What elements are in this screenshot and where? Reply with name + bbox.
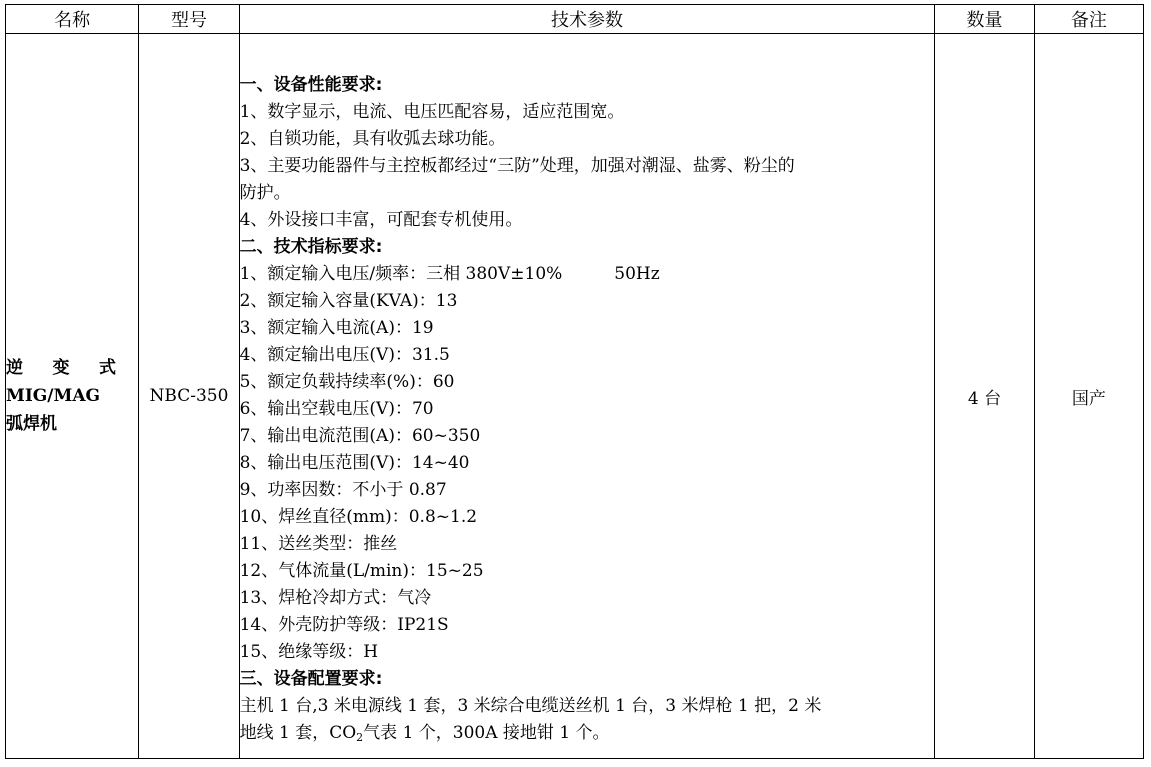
index-item-1-frequency: 50Hz <box>614 263 660 284</box>
equipment-name-line-2: MIG/MAG <box>6 386 101 406</box>
index-item: 12、气体流量(L/min)：15~25 <box>239 560 484 581</box>
index-item: 8、输出电压范围(V)：14~40 <box>239 452 470 473</box>
index-item: 2、额定输入容量(KVA)：13 <box>239 290 458 311</box>
config-line-2-start: 地线 1 套，CO <box>239 722 357 743</box>
perf-item: 3、主要功能器件与主控板都经过“三防”处理，加强对潮湿、盐雾、粉尘的 <box>239 155 795 176</box>
config-line-2 <box>240 720 935 747</box>
table-row <box>6 34 1144 759</box>
header-note: 备注 <box>1034 5 1143 34</box>
equipment-name-cell <box>6 34 139 759</box>
perf-item: 4、外设接口丰富，可配套专机使用。 <box>239 209 523 230</box>
quantity-cell: 4 台 <box>935 34 1034 759</box>
section-title-indices: 二、技术指标要求: <box>239 236 383 257</box>
index-item: 14、外壳防护等级：IP21S <box>239 614 449 635</box>
perf-item-continuation: 防护。 <box>239 182 291 203</box>
index-item: 3、额定输入电流(A)：19 <box>239 317 434 338</box>
index-item: 11、送丝类型：推丝 <box>239 533 398 554</box>
header-name: 名称 <box>6 5 139 34</box>
header-model: 型号 <box>139 5 239 34</box>
index-item: 4、额定输出电压(V)：31.5 <box>239 344 450 365</box>
index-item: 6、输出空载电压(V)：70 <box>239 398 434 419</box>
index-item: 9、功率因数：不小于 0.87 <box>239 479 447 500</box>
perf-item: 1、数字显示，电流、电压匹配容易，适应范围宽。 <box>239 101 625 122</box>
spec-cell <box>239 34 935 759</box>
index-item <box>240 261 935 288</box>
perf-item: 2、自锁功能，具有收弧去球功能。 <box>239 128 506 149</box>
index-item: 15、绝缘等级：H <box>239 641 379 662</box>
config-line-2-end: 气表 1 个，300A 接地钳 1 个。 <box>363 722 610 743</box>
section-title-config: 三、设备配置要求: <box>239 668 383 689</box>
header-spec: 技术参数 <box>239 5 935 34</box>
co2-subscript: 2 <box>356 730 364 744</box>
note-cell: 国产 <box>1034 34 1143 759</box>
index-item: 10、焊丝直径(mm)：0.8~1.2 <box>239 506 478 527</box>
index-item: 7、输出电流范围(A)：60~350 <box>239 425 481 446</box>
section-title-performance: 一、设备性能要求: <box>239 74 383 95</box>
index-item: 13、焊枪冷却方式：气冷 <box>239 587 432 608</box>
equipment-name-line-3: 弧焊机 <box>6 414 57 434</box>
equipment-name-line-1: 逆 变 式 <box>6 358 118 378</box>
header-row <box>6 5 1144 34</box>
config-line-1: 主机 1 台,3 米电源线 1 套，3 米综合电缆送丝机 1 台，3 米焊枪 1 把，2 米 <box>239 695 822 716</box>
header-qty: 数量 <box>935 5 1034 34</box>
index-item-1-text: 1、额定输入电压/频率：三相 380V±10% <box>239 263 563 284</box>
model-cell: NBC-350 <box>139 34 239 759</box>
index-item: 5、额定负载持续率(%)：60 <box>239 371 455 392</box>
equipment-spec-table <box>5 4 1144 759</box>
